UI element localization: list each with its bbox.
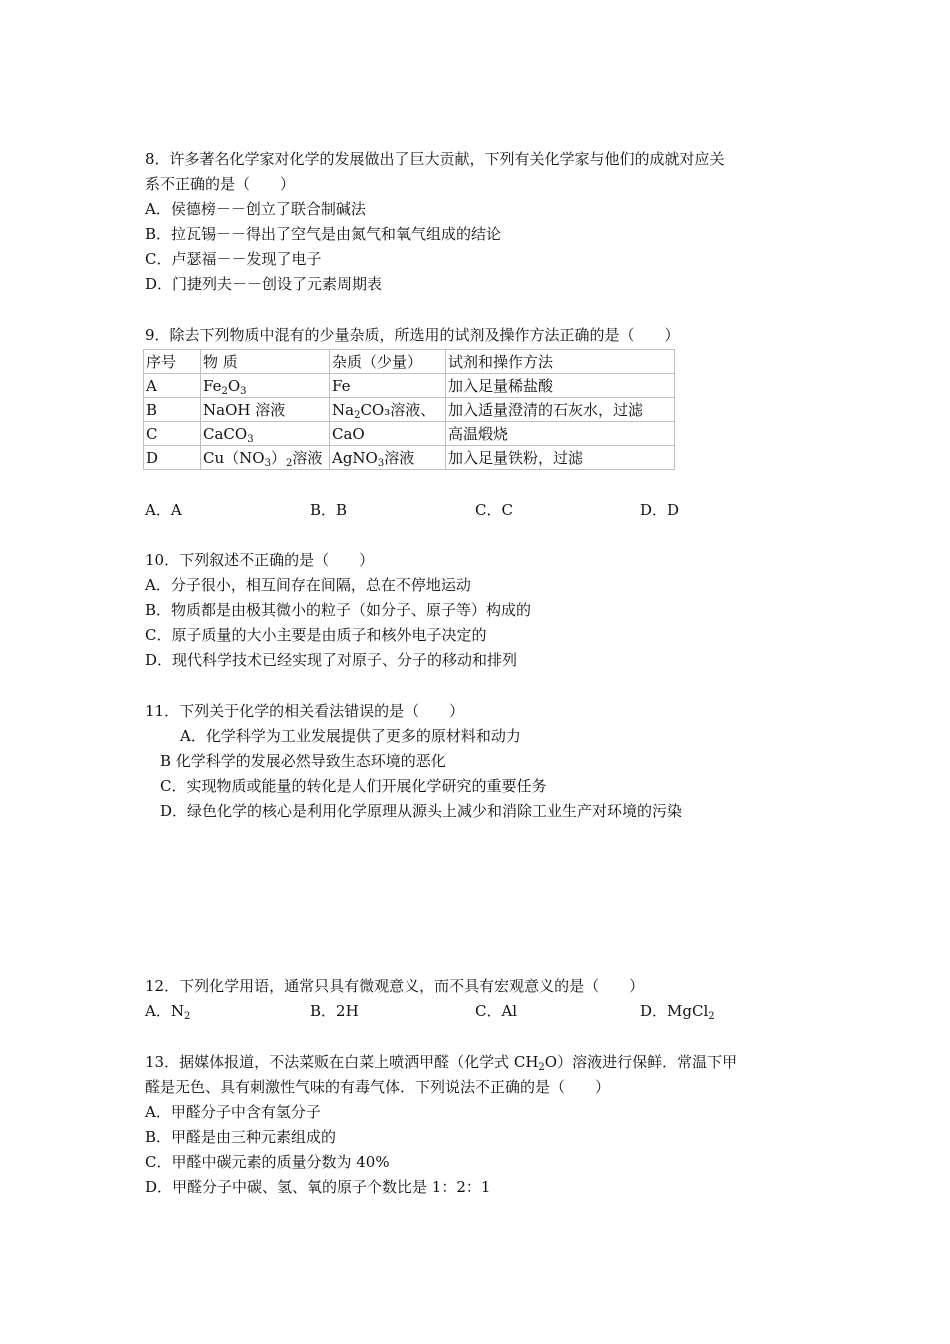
question-13-option-a: A．甲醛分子中含有氢分子 xyxy=(145,1103,321,1121)
question-11-option-b: B 化学科学的发展必然导致生态环境的恶化 xyxy=(160,752,446,770)
question-8-stem-line-2: 系不正确的是（ ） xyxy=(145,175,296,193)
row-method: 加入足量铁粉，过滤 xyxy=(446,446,675,470)
table-row xyxy=(144,446,675,470)
row-substance: CaCO$_3$ xyxy=(201,422,330,446)
question-10-option-d: D．现代科学技术已经实现了对原子、分子的移动和排列 xyxy=(145,651,518,669)
table-header-cell: 物 质 xyxy=(201,350,330,374)
row-impurity: CaO xyxy=(330,422,446,446)
question-9 xyxy=(145,323,805,470)
row-id: D xyxy=(144,446,201,470)
question-12-options xyxy=(145,999,805,1024)
question-11-option-d: D．绿色化学的核心是利用化学原理从源头上减少和消除工业生产对环境的污染 xyxy=(160,802,683,820)
table-row xyxy=(144,398,675,422)
row-substance: NaOH 溶液 xyxy=(201,398,330,422)
question-8-option-b: B．拉瓦锡－－得出了空气是由氮气和氧气组成的结论 xyxy=(145,225,502,243)
question-13-option-c: C．甲醛中碳元素的质量分数为 40% xyxy=(145,1153,390,1171)
table-row xyxy=(144,374,675,398)
row-id: A xyxy=(144,374,201,398)
row-id: B xyxy=(144,398,201,422)
question-13 xyxy=(145,1050,805,1200)
question-12-option-d: D．MgCl$_2$ xyxy=(640,1002,715,1022)
question-9-stem: 9．除去下列物质中混有的少量杂质，所选用的试剂及操作方法正确的是（ ） xyxy=(145,326,680,344)
question-11-option-a: A．化学科学为工业发展提供了更多的原材料和动力 xyxy=(180,727,521,745)
row-impurity: $Na_2CO_3$溶液、 xyxy=(330,398,446,422)
question-9-option-b: B．B xyxy=(310,501,348,519)
question-8-stem-line-1: 8．许多著名化学家对化学的发展做出了巨大贡献，下列有关化学家与他们的成就对应关 xyxy=(145,150,725,168)
question-9-table xyxy=(143,349,675,470)
question-12-stem: 12．下列化学用语，通常只具有微观意义，而不具有宏观意义的是（ ） xyxy=(145,977,645,995)
question-12-option-b: B．2H xyxy=(310,1002,359,1020)
question-9-option-d: D．D xyxy=(640,501,680,519)
question-12 xyxy=(145,974,805,1024)
row-impurity: AgNO$_3$溶液 xyxy=(330,446,446,470)
question-8-option-a: A．侯德榜－－创立了联合制碱法 xyxy=(145,200,366,218)
question-13-option-d: D．甲醛分子中碳、氢、氧的原子个数比是 1：2：1 xyxy=(145,1178,491,1196)
row-id: C xyxy=(144,422,201,446)
table-header-cell: 杂质（少量） xyxy=(330,350,446,374)
question-11-option-c: C．实现物质或能量的转化是人们开展化学研究的重要任务 xyxy=(160,777,547,795)
question-10-option-a: A．分子很小，相互间存在间隔，总在不停地运动 xyxy=(145,576,471,594)
question-12-option-c: C．Al xyxy=(475,1002,518,1020)
question-9-option-a: A．A xyxy=(145,501,182,519)
row-method: 加入足量稀盐酸 xyxy=(446,374,675,398)
question-9-options xyxy=(145,498,805,523)
question-12-option-a: A．$N_2$ xyxy=(145,1002,191,1022)
question-9-option-c: C．C xyxy=(475,501,513,519)
row-substance: $Fe_2O_3$ xyxy=(201,374,330,398)
question-11-stem: 11．下列关于化学的相关看法错误的是（ ） xyxy=(145,702,465,720)
question-10-option-c: C．原子质量的大小主要是由质子和核外电子决定的 xyxy=(145,626,487,644)
question-10-stem: 10．下列叙述不正确的是（ ） xyxy=(145,551,375,569)
question-8-option-c: C．卢瑟福－－发现了电子 xyxy=(145,250,322,268)
table-header-row xyxy=(144,350,675,374)
question-10 xyxy=(145,548,805,673)
row-method: 高温煅烧 xyxy=(446,422,675,446)
table-row xyxy=(144,422,675,446)
table-header-cell: 序号 xyxy=(144,350,201,374)
row-substance: $Cu(NO_3)_2$溶液 xyxy=(201,446,330,470)
question-10-option-b: B．物质都是由极其微小的粒子（如分子、原子等）构成的 xyxy=(145,601,532,619)
question-8 xyxy=(145,147,805,297)
question-13-stem-line-2: 醛是无色、具有刺激性气味的有毒气体．下列说法不正确的是（ ） xyxy=(145,1078,611,1096)
question-13-option-b: B．甲醛是由三种元素组成的 xyxy=(145,1128,337,1146)
question-8-option-d: D．门捷列夫－－创设了元素周期表 xyxy=(145,275,383,293)
question-13-stem-line-1: 13．据媒体报道，不法菜贩在白菜上喷洒甲醛（化学式 $CH_2O$）溶液进行保鲜．常温下甲 xyxy=(145,1053,738,1073)
table-header-cell: 试剂和操作方法 xyxy=(446,350,675,374)
row-impurity: Fe xyxy=(330,374,446,398)
row-method: 加入适量澄清的石灰水，过滤 xyxy=(446,398,675,422)
question-11 xyxy=(145,699,805,824)
